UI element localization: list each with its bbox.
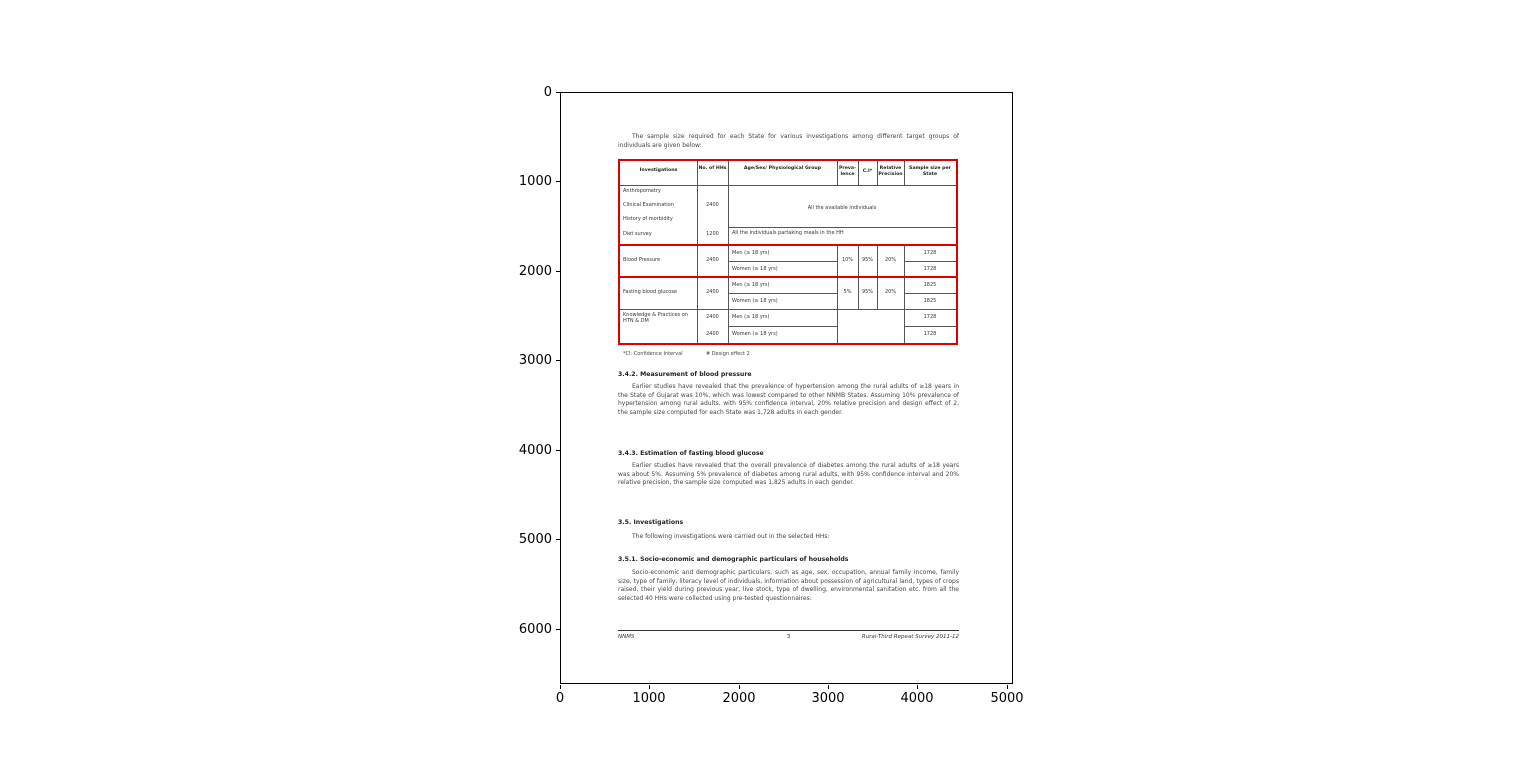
- table-grid-line: [904, 245, 905, 343]
- table-cell-precision: 20%: [884, 257, 897, 263]
- table-cell-group-men: Men (≥ 18 yrs): [732, 250, 770, 256]
- y-axis-tick-label: 4000: [518, 443, 552, 458]
- table-cell-hhs: 1200: [706, 231, 719, 237]
- table-cell-hhs: 2400: [706, 257, 719, 263]
- table-cell-merged-all-individuals: All the available individuals: [807, 205, 877, 211]
- footer-rule: [618, 630, 959, 631]
- y-axis-tick-label: 0: [543, 85, 552, 100]
- table-cell-hhs: 2400: [706, 289, 719, 295]
- table-cell-merged-diet: All the individuals partaking meals in the HH: [732, 230, 844, 236]
- table-cell-sample-size: 1825: [923, 282, 937, 288]
- x-tick-mark: [828, 685, 829, 689]
- table-header-sample-size: Sample size per State: [909, 166, 951, 177]
- section-3-4-2-title: 3.4.2. Measurement of blood pressure: [618, 371, 752, 378]
- section-3-5-1-title: 3.5.1. Socio-economic and demographic particulars of households: [618, 556, 849, 563]
- table-highlight-line: [620, 244, 956, 246]
- table-cell-investigation: Diet survey: [623, 231, 652, 237]
- table-cell-ci: 95%: [861, 289, 874, 295]
- section-3-5-title: 3.5. Investigations: [618, 519, 684, 526]
- table-grid-line: [728, 326, 837, 327]
- x-axis-tick-label: 3000: [811, 691, 845, 706]
- x-axis-tick-label: 2000: [722, 691, 756, 706]
- x-tick-mark: [917, 685, 918, 689]
- table-header-age-sex-group: Age/Sex/ Physiological Group: [743, 166, 822, 171]
- table-cell-precision: 20%: [884, 289, 897, 295]
- x-axis-tick-label: 4000: [900, 691, 934, 706]
- section-3-4-3-body: Earlier studies have revealed that the overall prevalence of diabetes among the rural adults of ≥18 years was about 5%. Assuming 5% prevalence of diabetes among rural adults, with 95% confidence interval and 20% relative precision, the sample size computed was 1,825 adults in each gender.: [618, 462, 959, 486]
- intro-paragraph: The sample size required for each State for various investigations among different target groups of individuals are given below:: [618, 133, 959, 149]
- table-cell-investigation: History of morbidity: [623, 216, 673, 222]
- table-header-relative-precision: Relative Precision: [878, 166, 903, 177]
- table-highlight-line: [620, 276, 956, 278]
- table-cell-sample-size: 1728: [923, 266, 937, 272]
- table-grid-line: [904, 326, 956, 327]
- y-axis-tick-label: 3000: [518, 353, 552, 368]
- table-cell-investigation: Knowledge & Practices on HTN & DM: [623, 312, 688, 324]
- y-axis-tick-label: 5000: [518, 532, 552, 547]
- table-cell-prevalence: 5%: [843, 289, 852, 295]
- table-grid-line: [620, 309, 956, 310]
- table-grid-line: [728, 227, 956, 228]
- table-cell-hhs: 2400: [706, 314, 719, 320]
- table-cell-investigation: Fasting blood glucose: [623, 289, 678, 295]
- table-cell-prevalence: 10%: [841, 257, 854, 263]
- plot-area: [560, 92, 1013, 684]
- table-cell-investigation: Anthropometry: [623, 188, 661, 194]
- table-header-prevalence: Preva- lence: [838, 166, 857, 177]
- table-cell-sample-size: 1728: [923, 331, 937, 337]
- x-tick-mark: [649, 685, 650, 689]
- table-cell-group-women: Women (≥ 18 yrs): [732, 298, 778, 304]
- section-3-5-body: The following investigations were carried out in the selected HHs:: [632, 533, 830, 540]
- y-axis-tick-label: 1000: [518, 174, 552, 189]
- table-cell-sample-size: 1728: [923, 250, 937, 256]
- table-cell-group-women: Women (≥ 18 yrs): [732, 331, 778, 337]
- section-3-4-3-title: 3.4.3. Estimation of fasting blood glucose: [618, 450, 764, 457]
- table-header-ci: C.I*: [862, 169, 873, 174]
- x-axis-tick-label: 0: [555, 691, 565, 706]
- table-cell-ci: 95%: [861, 257, 874, 263]
- table-cell-hhs: 2400: [706, 202, 719, 208]
- table-cell-group-men: Men (≥ 18 yrs): [732, 282, 770, 288]
- section-3-4-2-body: Earlier studies have revealed that the prevalence of hypertension among the rural adults of ≥18 years in the State of Gujarat was 10%, which was lowest compared to other NNMB States. Assuming 10% prevalence of hypertension among rural adults, with 95% confidence interval, 20% relative precision and design effect of 2, the sample size computed for each State was 1,728 adults in each gender.: [618, 383, 959, 416]
- table-grid-line: [904, 293, 956, 294]
- document-page: [561, 93, 1012, 683]
- table-cell-investigation: Clinical Examination: [623, 202, 674, 208]
- table-grid-line: [728, 261, 837, 262]
- x-tick-mark: [739, 685, 740, 689]
- table-cell-hhs: 2400: [706, 331, 719, 337]
- x-axis-tick-label: 5000: [990, 691, 1024, 706]
- table-grid-line: [728, 293, 837, 294]
- footer-page-number: 3: [786, 634, 791, 640]
- y-axis-tick-label: 2000: [518, 264, 552, 279]
- table-grid-line: [620, 185, 956, 186]
- table-cell-sample-size: 1825: [923, 298, 937, 304]
- table-footnote-design-effect: # Design effect 2: [706, 351, 750, 357]
- table-cell-investigation: Blood Pressure: [623, 257, 661, 263]
- table-cell-group-men: Men (≥ 18 yrs): [732, 314, 770, 320]
- y-axis-tick-label: 6000: [518, 622, 552, 637]
- sample-size-table: [618, 159, 958, 345]
- table-grid-line: [904, 261, 956, 262]
- footer-left: NNMS: [618, 634, 635, 640]
- table-cell-sample-size: 1728: [923, 314, 937, 320]
- table-header-investigations: Investigations: [639, 168, 678, 173]
- table-footnote-ci: *CI: Confidence Interval: [623, 351, 683, 357]
- table-header-no-of-hhs: No. of HHs: [698, 166, 727, 171]
- table-grid-line: [728, 161, 729, 343]
- x-tick-mark: [1007, 685, 1008, 689]
- footer-right: Rural-Third Repeat Survey 2011-12: [861, 634, 959, 640]
- section-3-5-1-body: Socio-economic and demographic particulars, such as age, sex, occupation, annual family income, family size, type of family, literacy level of individuals, information about possession of agricultural land, types of crops raised, their yield during previous year, live stock, type of dwelling, environmental sanitation etc. from all the selected 40 HHs were collected using pre-tested questionnaires.: [618, 569, 959, 602]
- x-axis-tick-label: 1000: [632, 691, 666, 706]
- table-cell-group-women: Women (≥ 18 yrs): [732, 266, 778, 272]
- x-tick-mark: [560, 685, 561, 689]
